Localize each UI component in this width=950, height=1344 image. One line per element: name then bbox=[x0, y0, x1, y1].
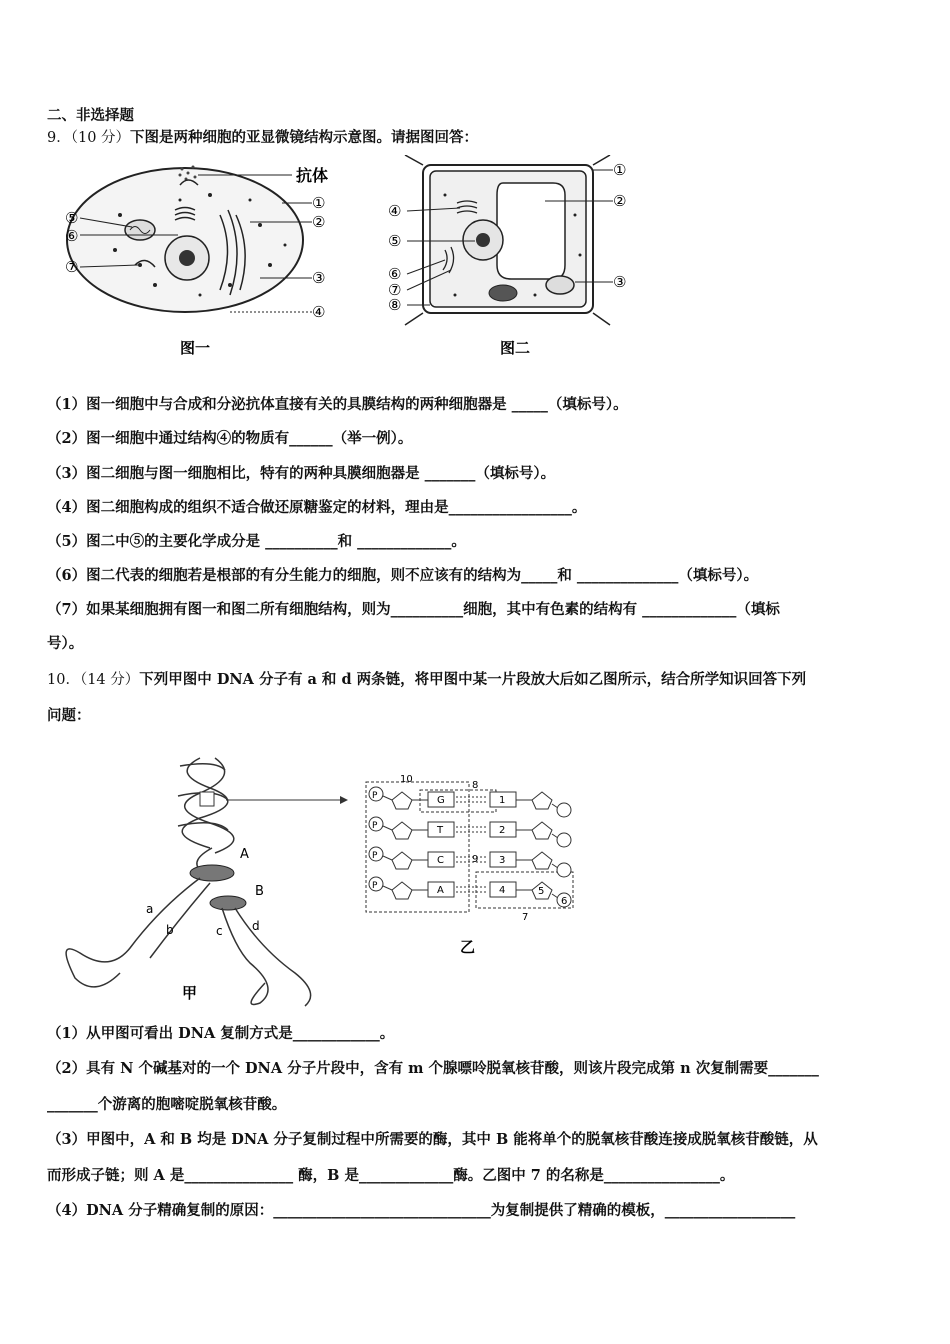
q9-item-6: （6）图二代表的细胞若是根部的有分生能力的细胞，则不应该有的结构为_____和 ______________（填标号）。 bbox=[47, 567, 759, 584]
q10-item-1: （1）从甲图可看出 DNA 复制方式是____________。 bbox=[47, 1025, 395, 1042]
q9-header bbox=[47, 128, 478, 148]
nucleolus bbox=[179, 250, 195, 266]
fig1-caption: 图一 bbox=[180, 339, 211, 357]
jia-label-c: c bbox=[216, 924, 223, 938]
figure-2-plant-cell bbox=[385, 155, 645, 365]
base-label-4: A bbox=[437, 885, 444, 896]
q10-stem: 下列甲图中 DNA 分子有 a 和 d 两条链，将甲图中某一片段放大后如乙图所示，结合所学知识回答下列 bbox=[139, 671, 807, 688]
jia-label-a: a bbox=[146, 902, 154, 916]
phosphate-label-1: P bbox=[372, 791, 378, 801]
pair-label-1: 1 bbox=[499, 795, 506, 806]
figure-1-animal-cell bbox=[60, 155, 350, 365]
q9-item-7: （7）如果某细胞拥有图一和图二所有细胞结构，则为__________细胞，其中有色素的结构有 _____________（填标 bbox=[47, 601, 780, 618]
fig2-label-7: ⑦ bbox=[388, 281, 402, 299]
fig1-label-5: ⑤ bbox=[65, 209, 79, 227]
base-label-2: T bbox=[437, 825, 444, 836]
nucleolus bbox=[476, 233, 490, 247]
base-label-3: C bbox=[437, 855, 444, 866]
phosphate-right-2 bbox=[557, 833, 571, 847]
fig2-label-2: ② bbox=[613, 192, 627, 210]
q9-item-2: （2）图一细胞中通过结构④的物质有______（举一例）。 bbox=[47, 430, 413, 447]
q10-item-3: （3）甲图中，A 和 B 均是 DNA 分子复制过程中所需要的酶，其中 B 能将单个的脱氧核苷酸连接成脱氧核苷酸链，从 bbox=[47, 1131, 818, 1148]
q9-score: （10 分） bbox=[70, 130, 131, 146]
q10-item-3-cont: 而形成子链；则 A 是_______________ 酶，B 是_____________酶。乙图中 7 的名称是________________。 bbox=[47, 1167, 735, 1184]
sugar-left-4 bbox=[392, 882, 412, 899]
fig1-label-1: ① bbox=[312, 194, 326, 212]
phosphate-label-2: P bbox=[372, 821, 378, 831]
q9-stem: 下图是两种细胞的亚显微镜结构示意图。请据图回答： bbox=[130, 129, 479, 146]
sugar-left-3 bbox=[392, 852, 412, 869]
sugar-left-2 bbox=[392, 822, 412, 839]
q9-item-1: （1）图一细胞中与合成和分泌抗体直接有关的具膜结构的两种细胞器是 _____（填标号）。 bbox=[47, 396, 628, 413]
base-label-1: G bbox=[437, 795, 445, 806]
sugar-right-2 bbox=[532, 822, 552, 839]
mitochondrion bbox=[546, 276, 574, 294]
sugar-left-1 bbox=[392, 792, 412, 809]
fig1-label-2: ② bbox=[312, 213, 326, 231]
figure-jia-dna-replication bbox=[50, 748, 350, 1010]
yi-label-5: 5 bbox=[538, 886, 545, 897]
fig2-label-4: ④ bbox=[388, 202, 402, 220]
pair-label-3: 3 bbox=[499, 855, 506, 866]
q10-header bbox=[47, 670, 806, 690]
fig2-label-1: ① bbox=[613, 161, 627, 179]
q9-item-7-cont: 号）。 bbox=[47, 635, 84, 652]
jia-label-b: b bbox=[166, 923, 174, 937]
phosphate-right-1 bbox=[557, 803, 571, 817]
enzyme-A bbox=[190, 865, 234, 881]
yi-label-6: 6 bbox=[561, 896, 568, 907]
pair-label-2: 2 bbox=[499, 825, 506, 836]
figure-yi-dna-segment bbox=[360, 770, 590, 960]
nucleotide-rows bbox=[369, 787, 571, 907]
jia-label-A: A bbox=[240, 847, 249, 862]
yi-label-10: 10 bbox=[400, 774, 413, 785]
q9-item-4: （4）图二细胞构成的组织不适合做还原糖鉴定的材料，理由是_________________。 bbox=[47, 499, 587, 516]
q9-item-3: （3）图二细胞与图一细胞相比，特有的两种具膜细胞器是 _______（填标号）。 bbox=[47, 465, 556, 482]
yi-label-9: 9 bbox=[472, 854, 479, 865]
phosphate-right-3 bbox=[557, 863, 571, 877]
phosphate-label-3: P bbox=[372, 851, 378, 861]
vacuole bbox=[497, 183, 565, 279]
sugar-right-1 bbox=[532, 792, 552, 809]
fig2-caption: 图二 bbox=[500, 339, 531, 357]
fig1-label-4: ④ bbox=[312, 303, 326, 321]
q9-number: 9． bbox=[47, 130, 71, 146]
sugar-right-3 bbox=[532, 852, 552, 869]
q10-stem-line-2: 问题： bbox=[47, 707, 91, 724]
jia-caption: 甲 bbox=[182, 984, 198, 1002]
fig1-label-6: ⑥ bbox=[65, 227, 79, 245]
phosphate-label-4: P bbox=[372, 881, 378, 891]
q10-number: 10． bbox=[47, 672, 80, 688]
chloroplast bbox=[489, 285, 517, 301]
yi-caption: 乙 bbox=[460, 938, 476, 956]
antibody-label: 抗体 bbox=[296, 166, 329, 185]
section-title: 二、非选择题 bbox=[47, 107, 134, 124]
q10-item-4: （4）DNA 分子精确复制的原因：______________________________为复制提供了精确的模板，__________________ bbox=[47, 1202, 796, 1219]
jia-label-d: d bbox=[252, 919, 260, 933]
q10-score: （14 分） bbox=[79, 672, 140, 688]
q10-item-2: （2）具有 N 个碱基对的一个 DNA 分子片段中，含有 m 个腺嘌呤脱氧核苷酸，则该片段完成第 n 次复制需要_______ bbox=[47, 1060, 819, 1077]
enzyme-B bbox=[210, 896, 246, 910]
fig2-label-6: ⑥ bbox=[388, 265, 402, 283]
fig2-label-8: ⑧ bbox=[388, 296, 402, 314]
fig1-label-7: ⑦ bbox=[65, 258, 79, 276]
q9-item-5: （5）图二中⑤的主要化学成分是 __________和 _____________。 bbox=[47, 533, 466, 550]
fig1-label-3: ③ bbox=[312, 269, 326, 287]
fig2-label-5: ⑤ bbox=[388, 232, 402, 250]
yi-label-7: 7 bbox=[522, 912, 529, 923]
yi-label-8: 8 bbox=[472, 780, 479, 791]
fig2-label-3: ③ bbox=[613, 273, 627, 291]
jia-label-B: B bbox=[255, 884, 264, 899]
pair-label-4: 4 bbox=[499, 885, 506, 896]
q10-item-2-cont: _______个游离的胞嘧啶脱氧核苷酸。 bbox=[47, 1096, 287, 1113]
